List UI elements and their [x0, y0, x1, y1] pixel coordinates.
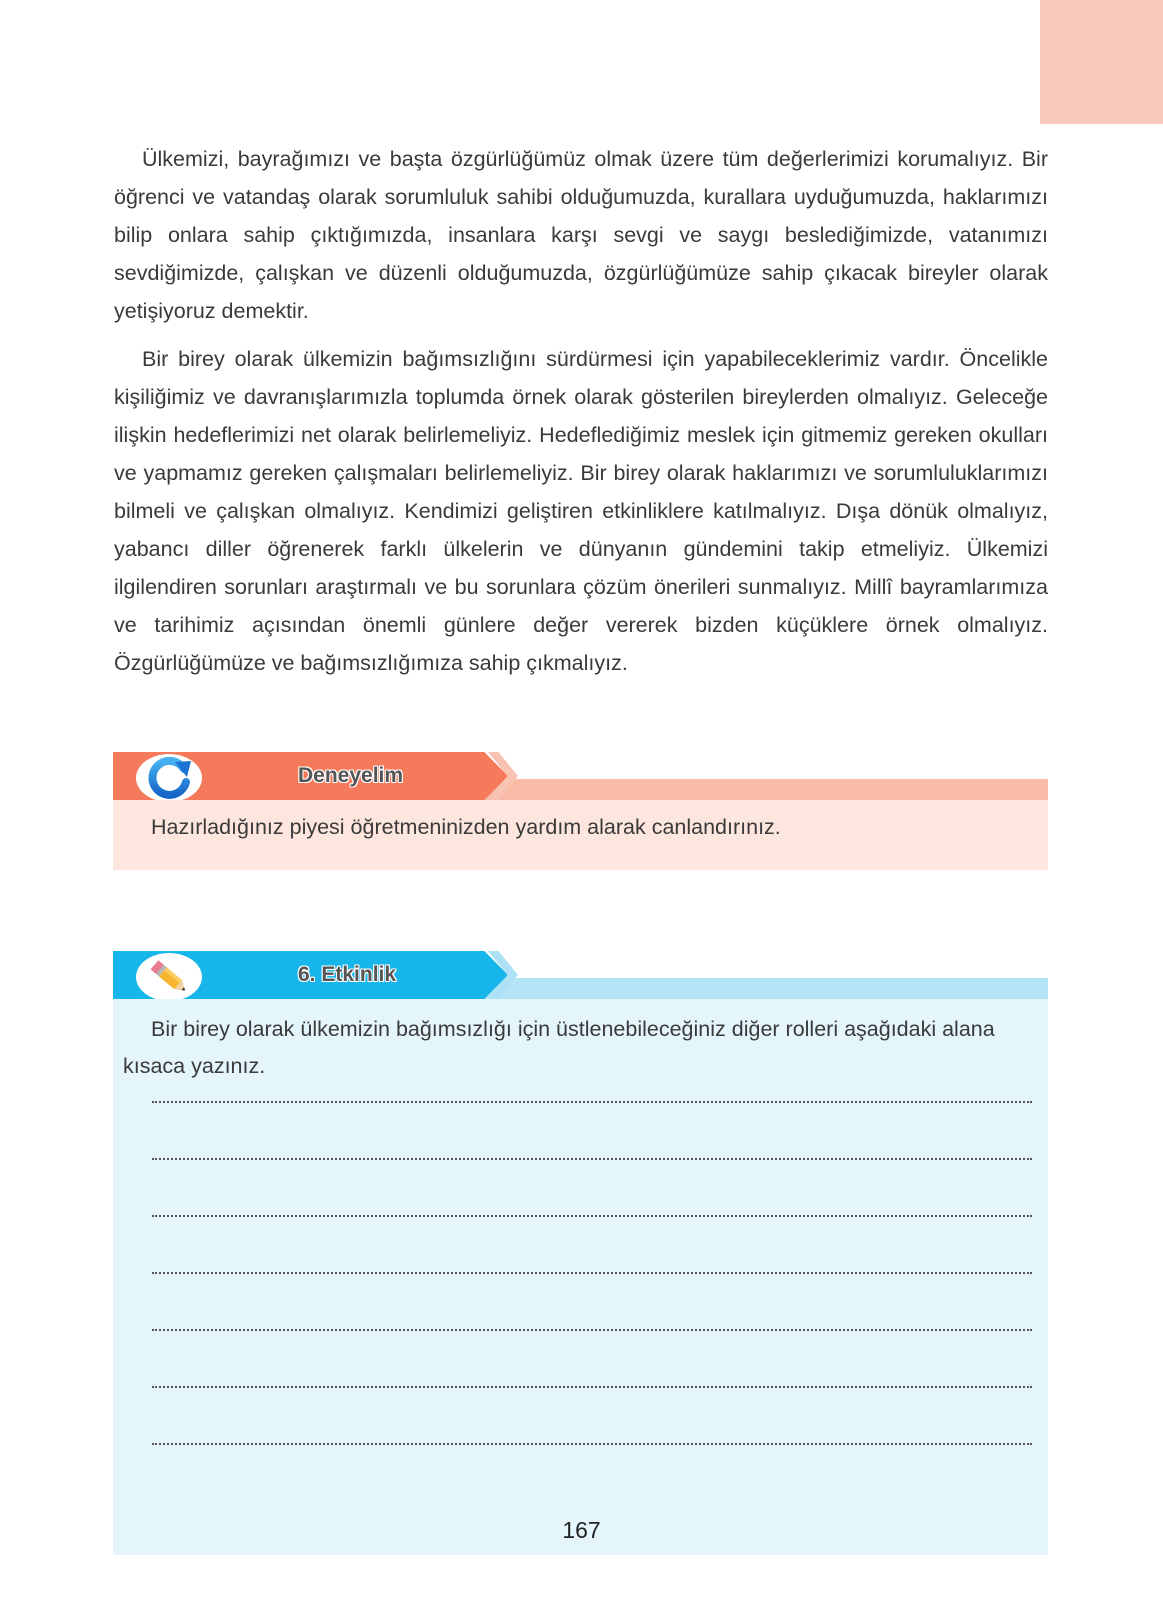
- refresh-arrow-icon: [136, 754, 202, 802]
- answer-line[interactable]: [152, 1386, 1032, 1388]
- corner-tab: [1040, 0, 1163, 124]
- deneyelim-panel: [113, 752, 1048, 870]
- answer-line[interactable]: [152, 1272, 1032, 1274]
- etkinlik-body: [113, 999, 1048, 1555]
- deneyelim-body: [113, 800, 1048, 870]
- pencil-icon: [136, 953, 202, 1001]
- etkinlik-panel: [113, 951, 1048, 1555]
- answer-line[interactable]: [152, 1215, 1032, 1217]
- paragraph-2: Bir birey olarak ülkemizin bağımsızlığını sürdürmesi için yapabileceklerimiz vardır. Öncelikle kişiliğimiz ve davranışlarımızla toplumda örnek olarak gösterilen bireylerden olmalıyız. Geleceğe ilişkin hedeflerimizi net olarak belirlemeliyiz. Hedeflediğimiz meslek için gitmemiz gereken okulları ve yapmamız gereken çalışmaları belirlemeliyiz. Bir birey olarak haklarımızı ve sorumluluklarımızı bilmeli ve çalışkan olmalıyız. Kendimizi geliştiren etkinliklere katılmalıyız. Dışa dönük olmalıyız, yabancı diller öğrenerek farklı ülkelerin ve dünyanın gündemini takip etmeliyiz. Ülkemizi ilgilendiren sorunları araştırmalı ve bu sorunlara çözüm önerileri sunmalıyız. Millî bayramlarımıza ve tarihimiz açısından önemli günlere değer vererek bizden küçüklere örnek olmalıyız. Özgürlüğümüze ve bağımsızlığımıza sahip çıkmalıyız.: [114, 347, 1048, 675]
- body-text: [114, 140, 1048, 682]
- page-number: 167: [562, 1517, 601, 1543]
- paragraph-1: Ülkemizi, bayrağımızı ve başta özgürlüğümüz olmak üzere tüm değerlerimizi korumalıyız. Bir öğrenci ve vatandaş olarak sorumluluk sahibi olduğumuzda, kurallara uyduğumuzda, haklarımızı bilip onlara sahip çıktığımızda, insanlara karşı sevgi ve saygı beslediğimizde, vatanımızı sevdiğimizde, çalışkan ve düzenli olduğumuzda, özgürlüğümüze sahip çıkacak bireyler olarak yetişiyoruz demektir.: [114, 147, 1048, 323]
- answer-line[interactable]: [152, 1158, 1032, 1160]
- answer-line[interactable]: [152, 1443, 1032, 1445]
- deneyelim-text: Hazırladığınız piyesi öğretmeninizden yardım alarak canlandırınız.: [151, 815, 781, 839]
- answer-line[interactable]: [152, 1329, 1032, 1331]
- deneyelim-title: Deneyelim: [298, 764, 404, 787]
- etkinlik-text: Bir birey olarak ülkemizin bağımsızlığı için üstlenebileceğiniz diğer rolleri aşağıdaki alana kısaca yazınız.: [123, 1017, 995, 1078]
- answer-line[interactable]: [152, 1101, 1032, 1103]
- deneyelim-header: [113, 752, 1048, 800]
- etkinlik-header: [113, 951, 1048, 999]
- etkinlik-title: 6. Etkinlik: [298, 963, 397, 986]
